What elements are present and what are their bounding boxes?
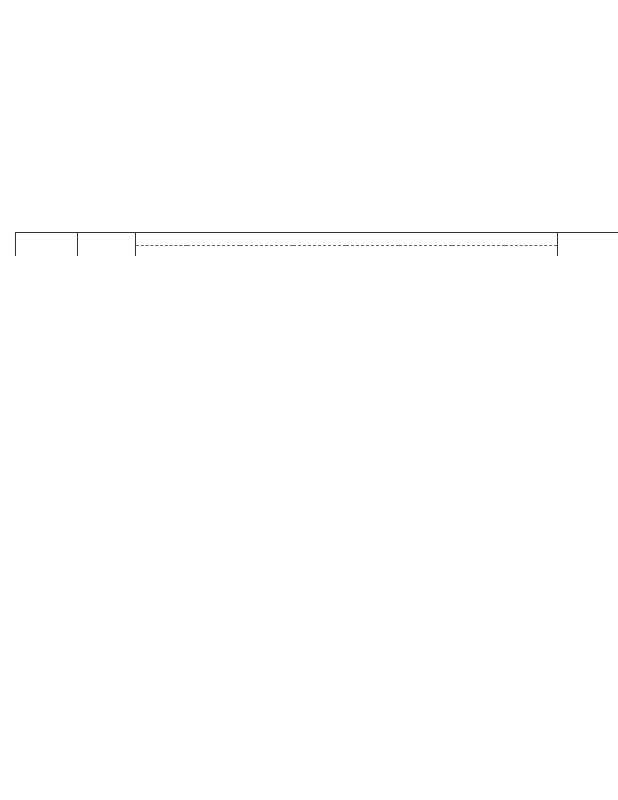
qc-table-container	[15, 232, 618, 597]
field-header	[558, 233, 618, 246]
quality-control-table	[15, 232, 618, 256]
duplicate-data-header	[135, 233, 558, 246]
